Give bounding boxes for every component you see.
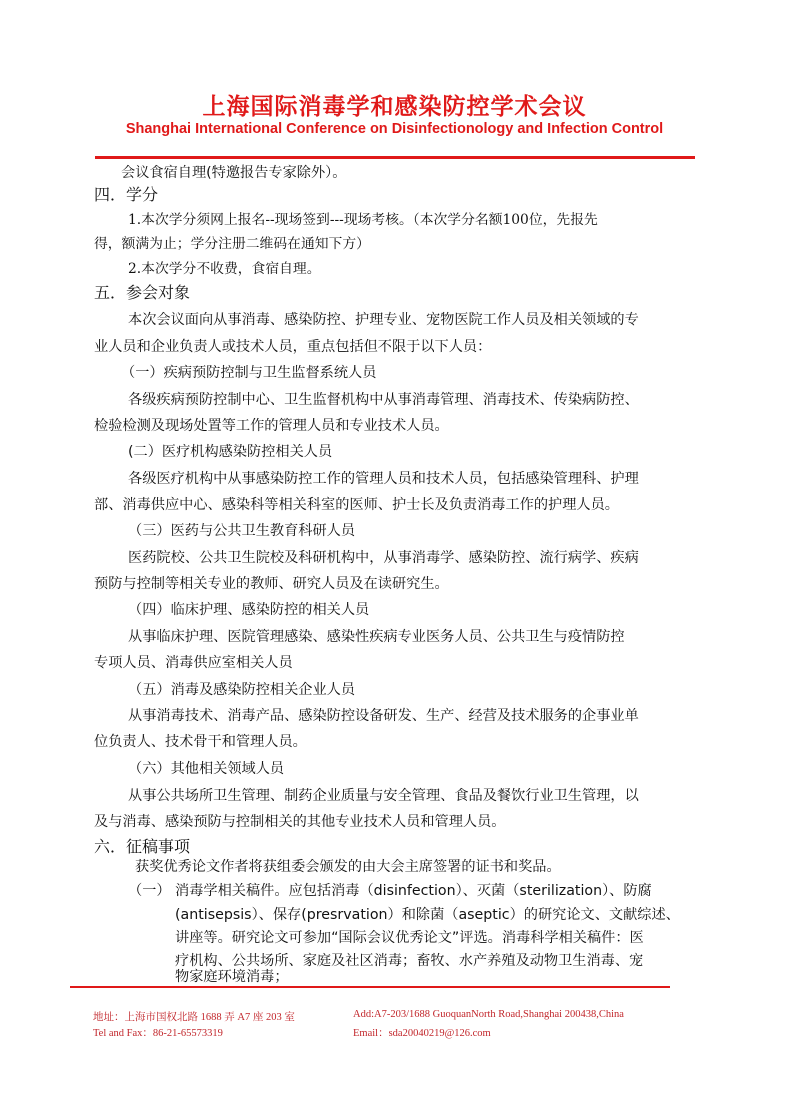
section-4-item-1-line-2: 得，额满为止；学分注册二维码在通知下方）	[94, 236, 370, 252]
group-2-title: (二）医疗机构感染防控相关人员	[128, 444, 333, 460]
section-6-intro: 获奖优秀论文作者将获组委会颁发的由大会主席签署的证书和奖品。	[135, 859, 561, 875]
footer-address-cn: 地址：上海市国权北路 1688 弄 A7 座 203 室	[93, 1012, 295, 1023]
lodging-note: 会议食宿自理(特邀报告专家除外）。	[121, 165, 347, 181]
section-6-item-1-line-3: 讲座等。研究论文可参加“国际会议优秀论文”评选。消毒科学相关稿件：医	[175, 930, 644, 946]
group-5-title: （五）消毒及感染防控相关企业人员	[128, 682, 356, 698]
section-6-item-1-line-1: 消毒学相关稿件。应包括消毒（disinfection）、灭菌（sterilization）、防腐	[175, 883, 652, 899]
group-4-line-1: 从事临床护理、医院管理感染、感染性疾病专业医务人员、公共卫生与疫情防控	[128, 629, 625, 645]
section-5-intro-line-2: 业人员和企业负责人或技术人员，重点包括但不限于以下人员：	[94, 339, 492, 355]
group-4-line-2: 专项人员、消毒供应室相关人员	[94, 655, 293, 671]
section-4-item-1-line-1: 1.本次学分须网上报名--现场签到---现场考核。（本次学分名额100位，先报先	[128, 212, 598, 228]
section-5-intro-line-1: 本次会议面向从事消毒、感染防控、护理专业、宠物医院工作人员及相关领域的专	[128, 312, 639, 328]
group-6-line-1: 从事公共场所卫生管理、制药企业质量与安全管理、食品及餐饮行业卫生管理，以	[128, 788, 639, 804]
group-6-line-2: 及与消毒、感染预防与控制相关的其他专业技术人员和管理人员。	[94, 814, 506, 830]
group-1-line-2: 检验检测及现场处置等工作的管理人员和专业技术人员。	[94, 418, 449, 434]
header-title-en: Shanghai International Conference on Disinfectionology and Infection Control	[125, 121, 664, 137]
footer-divider	[70, 986, 670, 988]
section-6-heading: 六．征稿事项	[94, 837, 191, 856]
section-6-item-1-line-5: 物家庭环境消毒；	[175, 969, 289, 985]
footer-telfax: Tel and Fax：86-21-65573319	[93, 1028, 223, 1039]
group-2-line-2: 部、消毒供应中心、感染科等相关科室的医师、护士长及负责消毒工作的护理人员。	[94, 497, 619, 513]
group-4-title: （四）临床护理、感染防控的相关人员	[128, 602, 370, 618]
group-2-line-1: 各级医疗机构中从事感染防控工作的管理人员和技术人员，包括感染管理科、护理	[128, 471, 639, 487]
group-1-title: （一）疾病预防控制与卫生监督系统人员	[121, 365, 377, 381]
footer-email: Email：sda20040219@126.com	[353, 1028, 491, 1039]
section-4-item-2: 2.本次学分不收费，食宿自理。	[128, 261, 321, 277]
section-6-item-1-label: （一）	[128, 883, 171, 899]
section-6-item-1-line-2: (antisepsis）、保存(presrvation）和除菌（aseptic）的研究论文、文献综述、	[175, 907, 680, 923]
group-5-line-1: 从事消毒技术、消毒产品、感染防控设备研发、生产、经营及技术服务的企事业单	[128, 708, 639, 724]
section-4-heading: 四．学分	[94, 185, 159, 204]
header-title-cn: 上海国际消毒学和感染防控学术会议	[202, 94, 587, 120]
group-5-line-2: 位负责人、技术骨干和管理人员。	[94, 734, 307, 750]
group-1-line-1: 各级疾病预防控制中心、卫生监督机构中从事消毒管理、消毒技术、传染病防控、	[128, 392, 639, 408]
section-5-heading: 五．参会对象	[94, 283, 191, 302]
group-6-title: （六）其他相关领域人员	[128, 761, 285, 777]
footer-address-en: Add:A7-203/1688 GuoquanNorth Road,Shanghai 200438,China	[353, 1009, 624, 1020]
group-3-title: （三）医药与公共卫生教育科研人员	[128, 523, 356, 539]
section-6-item-1-line-4: 疗机构、公共场所、家庭及社区消毒；畜牧、水产养殖及动物卫生消毒、宠	[175, 953, 644, 969]
group-3-line-1: 医药院校、公共卫生院校及科研机构中，从事消毒学、感染防控、流行病学、疾病	[128, 550, 639, 566]
header-divider	[95, 156, 695, 159]
group-3-line-2: 预防与控制等相关专业的教师、研究人员及在读研究生。	[94, 576, 449, 592]
